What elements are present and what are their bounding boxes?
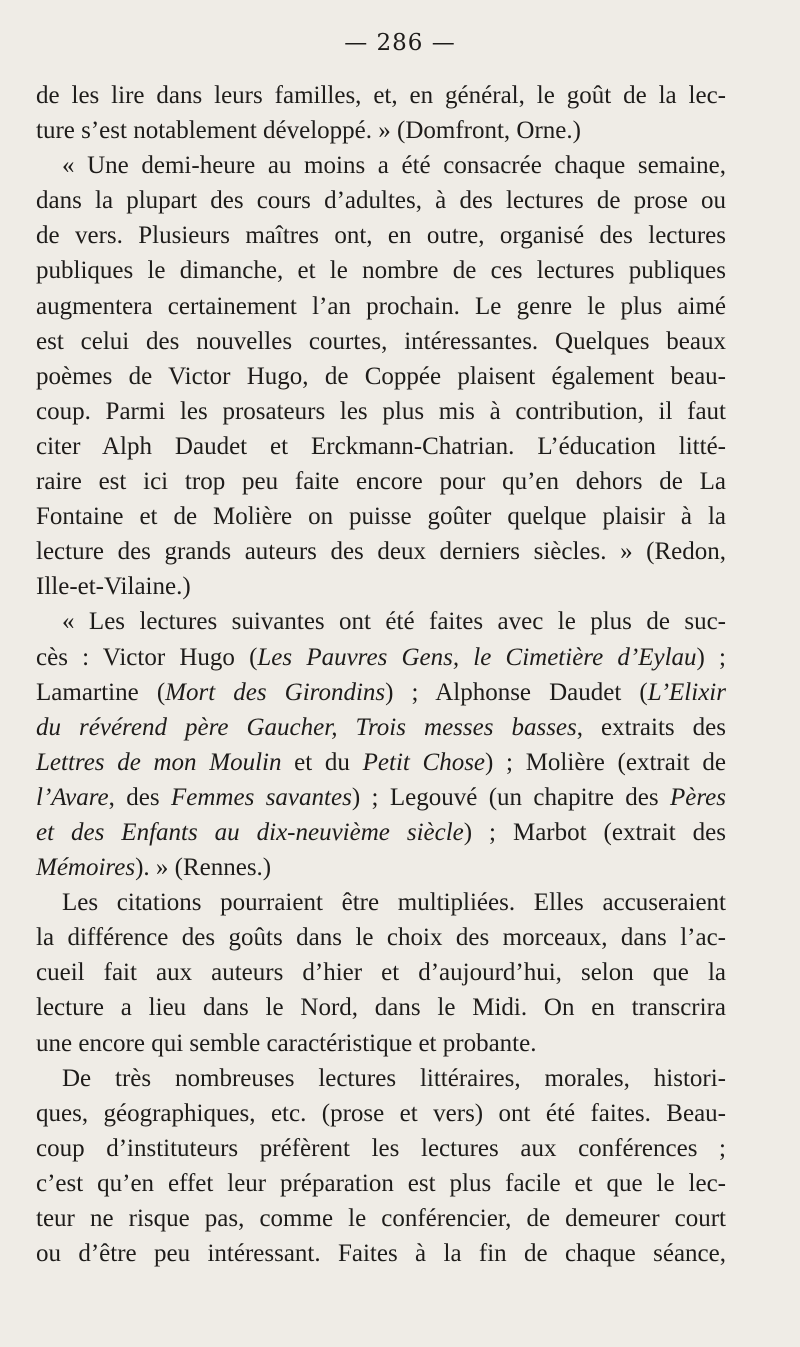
text-line	[36, 675, 726, 710]
text-line	[36, 78, 726, 113]
text-segment: la différence des goûts dans le choix des morceaux, dans l’ac-	[36, 924, 726, 952]
italic-text: Mort des Girondins	[165, 678, 386, 706]
text-segment: ture s’est notablement développé. » (Domfront, Orne.)	[36, 117, 581, 145]
text-line	[36, 534, 726, 569]
text-segment: ) ;	[696, 643, 726, 671]
text-line	[36, 253, 726, 288]
text-segment: « Les lectures suivantes ont été faites avec le plus de suc-	[62, 608, 726, 636]
text-line	[36, 850, 726, 885]
text-line	[36, 1201, 726, 1236]
text-line	[36, 1026, 726, 1061]
text-segment: ). » (Rennes.)	[135, 854, 272, 882]
italic-text: l’Avare	[36, 783, 109, 811]
text-segment: lecture des grands auteurs des deux derniers siècles. » (Redon,	[36, 538, 726, 566]
text-line	[36, 359, 726, 394]
text-segment: cès : Victor Hugo (	[36, 643, 258, 671]
text-segment: lecture a lieu dans le Nord, dans le Midi. On en transcrira	[36, 994, 726, 1022]
text-segment: De très nombreuses lectures littéraires, morales, histori-	[62, 1064, 726, 1092]
italic-text: Femmes savantes	[171, 783, 352, 811]
text-segment: une encore qui semble caractéristique et probante.	[36, 1029, 537, 1057]
text-segment: Lamartine (	[36, 678, 166, 706]
text-line	[36, 1166, 726, 1201]
text-line	[36, 990, 726, 1025]
text-segment: dans la plupart des cours d’adultes, à des lectures de prose ou	[36, 187, 726, 215]
italic-text: et des Enfants au dix-neuvième siècle	[36, 818, 464, 846]
text-line	[36, 289, 726, 324]
text-line	[36, 324, 726, 359]
text-segment: cueil fait aux auteurs d’hier et d’aujourd’hui, selon que la	[36, 959, 726, 987]
text-line	[36, 499, 726, 534]
text-segment: coup. Parmi les prosateurs les plus mis à contribution, il faut	[36, 397, 726, 425]
text-line	[36, 640, 726, 675]
text-segment: citer Alph Daudet et Erckmann-Chatrian. L’éducation litté-	[36, 432, 726, 460]
italic-text: Les Pauvres Gens, le Cimetière d’Eylau	[257, 643, 697, 671]
text-line	[36, 1096, 726, 1131]
text-line	[36, 745, 726, 780]
text-segment: publiques le dimanche, et le nombre de ces lectures publiques	[36, 257, 726, 285]
text-segment: augmentera certainement l’an prochain. Le genre le plus aimé	[36, 292, 726, 320]
text-line	[36, 394, 726, 429]
text-segment: c’est qu’en effet leur préparation est plus facile et que le lec-	[36, 1169, 726, 1197]
text-segment: ) ; Alphonse Daudet (	[385, 678, 648, 706]
text-segment: Fontaine et de Molière on puisse goûter quelque plaisir à la	[36, 503, 726, 531]
italic-text: L’Elixir	[647, 678, 726, 706]
text-segment: et du	[281, 748, 363, 776]
text-line	[36, 920, 726, 955]
text-line	[36, 780, 726, 815]
text-line	[36, 429, 726, 464]
text-line	[36, 815, 726, 850]
text-line	[36, 464, 726, 499]
text-segment: ) ; Marbot (extrait des	[463, 818, 727, 846]
text-segment: coup d’instituteurs préfèrent les lectures aux conférences ;	[36, 1134, 726, 1162]
body-text	[36, 78, 726, 1271]
italic-text: du révérend père Gaucher, Trois messes basses	[36, 713, 577, 741]
text-segment: ou d’être peu intéressant. Faites à la fin de chaque séance,	[36, 1240, 726, 1268]
text-segment: ques, géographiques, etc. (prose et vers) ont été faites. Beau-	[36, 1099, 726, 1127]
text-line	[36, 218, 726, 253]
text-segment: teur ne risque pas, comme le conférencier, de demeurer court	[36, 1205, 726, 1232]
text-line	[36, 148, 726, 183]
text-line	[36, 885, 726, 920]
text-line	[36, 569, 726, 604]
text-segment: , extraits des	[576, 713, 726, 741]
italic-text: Pères	[670, 783, 727, 811]
text-line	[36, 604, 726, 639]
italic-text: Mémoires	[36, 854, 136, 882]
text-segment: « Une demi-heure au moins a été consacrée chaque semaine,	[62, 152, 726, 180]
text-line	[36, 1236, 726, 1271]
text-segment: poèmes de Victor Hugo, de Coppée plaisent également beau-	[36, 362, 726, 390]
text-segment: Les citations pourraient être multipliées. Elles accuseraient	[62, 889, 726, 917]
text-segment: de les lire dans leurs familles, et, en général, le goût de la lec-	[36, 82, 726, 109]
italic-text: Lettres de mon Moulin	[36, 748, 282, 776]
text-line	[36, 113, 726, 148]
text-segment: ) ; Molière (extrait de	[485, 748, 727, 776]
text-segment: de vers. Plusieurs maîtres ont, en outre, organisé des lectures	[36, 222, 726, 250]
page-number: — 286 —	[344, 30, 456, 56]
text-segment: raire est ici trop peu faite encore pour qu’en dehors de La	[36, 468, 726, 496]
text-segment: ) ; Legouvé (un chapitre des	[351, 783, 671, 811]
italic-text: Petit Chose	[362, 748, 486, 776]
text-line	[36, 710, 726, 745]
text-line	[36, 955, 726, 990]
text-segment: , des	[108, 783, 172, 811]
text-segment: Ille-et-Vilaine.)	[36, 573, 191, 601]
text-line	[36, 1131, 726, 1166]
text-segment: est celui des nouvelles courtes, intéressantes. Quelques beaux	[36, 327, 726, 355]
text-line	[36, 1061, 726, 1096]
text-line	[36, 183, 726, 218]
